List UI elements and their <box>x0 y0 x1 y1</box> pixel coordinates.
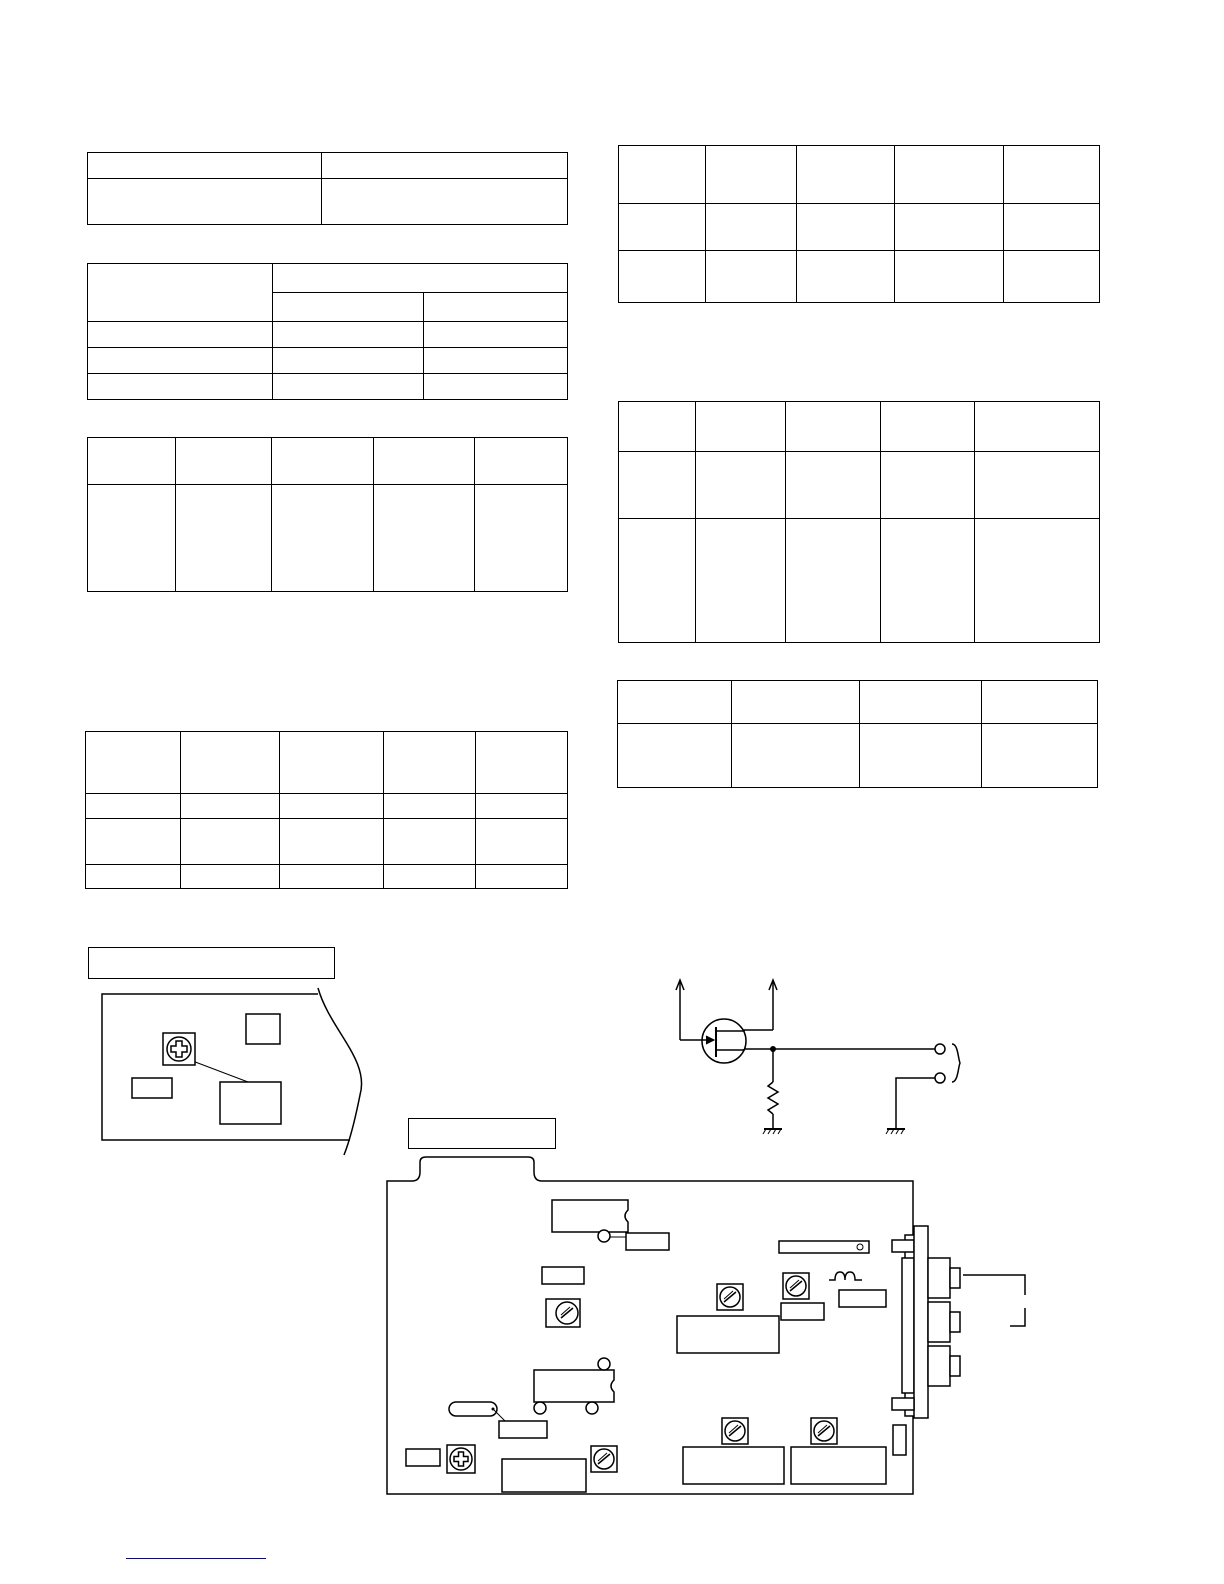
phillips-screw-icon <box>446 1444 476 1474</box>
footer-rule <box>126 1558 266 1559</box>
trimmer-pot-icon <box>721 1417 749 1445</box>
trimmer-pot-icon <box>810 1417 838 1445</box>
trimmer-pot-icon <box>716 1283 744 1311</box>
trimmer-pot-icon <box>782 1272 810 1300</box>
trimmer-pot-icon <box>545 1298 581 1328</box>
trimmer-pot-icon <box>590 1445 618 1473</box>
connector-jack-icon <box>902 1258 914 1393</box>
